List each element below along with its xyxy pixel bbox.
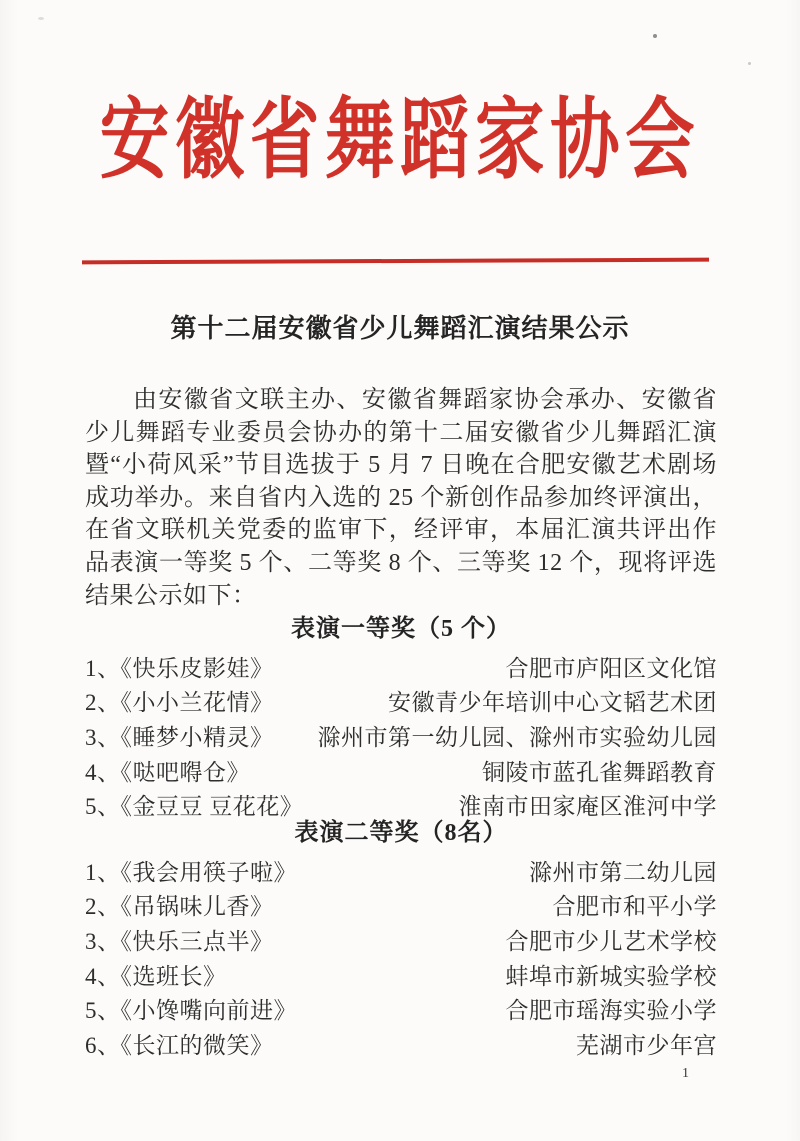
page-number: 1 [682, 1066, 689, 1081]
award-row [85, 991, 717, 1026]
entry-number: 1、 [85, 859, 121, 885]
award-entry-org: 淮南市田家庵区淮河中学 [458, 794, 717, 820]
award-row [85, 1026, 717, 1061]
entry-work-title: 《长江的微笑》 [120, 1032, 274, 1058]
award-entry-org: 安徽青少年培训中心文韬艺术团 [388, 690, 717, 716]
first-prize-heading: 表演一等奖（5 个） [291, 616, 511, 642]
award-row [85, 922, 717, 957]
entry-number: 6、 [85, 1032, 121, 1058]
letterhead-divider-rule [82, 258, 709, 265]
intro-paragraph: 由安徽省文联主办、安徽省舞蹈家协会承办、安徽省少儿舞蹈专业委员会协办的第十二届安徽省少儿舞蹈汇演暨“小荷风采”节目选拔于 5 月 7 日晚在合肥安徽艺术剧场成功举办。来自省内入选的 25 个新创作品参加终评演出，在省文联机关党委的监审下，经评审，本届汇演共评出作品表演一等奖 5 个、二等奖 8 个、三等奖 12 个，现将评选结果公示如下： [85, 387, 717, 609]
entry-work-title: 《小馋嘴向前进》 [120, 998, 297, 1024]
entry-work-title: 《选班长》 [120, 963, 227, 989]
award-entry-title [85, 1027, 274, 1060]
scan-speck [666, 906, 669, 909]
award-entry-title [85, 958, 227, 991]
award-entry-org: 芜湖市少年宫 [576, 1032, 717, 1058]
award-entry-title [85, 719, 274, 752]
entry-work-title: 《吊锅味儿香》 [120, 894, 274, 920]
entry-work-title: 《睡梦小精灵》 [120, 724, 274, 750]
document-title: 第十二届安徽省少儿舞蹈汇演结果公示 [170, 313, 630, 343]
award-entry-org: 合肥市庐阳区文化馆 [505, 655, 717, 681]
award-row [85, 853, 717, 888]
award-entry-org: 合肥市少儿艺术学校 [505, 928, 717, 954]
scan-speck [653, 34, 657, 38]
award-entry-title [85, 888, 274, 921]
award-entry-title [85, 923, 274, 956]
entry-number: 2、 [85, 894, 121, 920]
second-prize-heading: 表演二等奖（8名） [294, 820, 508, 846]
award-row [85, 649, 717, 684]
award-entry-title [85, 788, 303, 821]
entry-work-title: 《快乐三点半》 [120, 928, 274, 954]
entry-number: 4、 [85, 759, 121, 785]
entry-work-title: 《哒吧嘚仓》 [120, 759, 250, 785]
second-prize-list [85, 850, 717, 1061]
award-row [85, 684, 717, 719]
award-entry-org: 合肥市和平小学 [552, 894, 717, 920]
award-section-second-prize [85, 818, 717, 1061]
award-entry-org: 铜陵市蓝孔雀舞蹈教育 [482, 759, 717, 785]
letterhead-org-name: 安徽省舞蹈家协会 [99, 93, 701, 190]
entry-number: 3、 [85, 928, 121, 954]
entry-number: 5、 [85, 794, 121, 820]
entry-work-title: 《金豆豆 豆花花》 [120, 794, 304, 820]
award-row [85, 753, 717, 788]
entry-work-title: 《快乐皮影娃》 [120, 655, 274, 681]
award-entry-title [85, 754, 250, 787]
entry-work-title: 《小小兰花情》 [120, 690, 274, 716]
first-prize-list [85, 646, 717, 822]
scan-speck [748, 62, 751, 65]
award-entry-org: 蚌埠市新城实验学校 [505, 963, 717, 989]
scan-speck [38, 17, 44, 20]
entry-number: 5、 [85, 998, 121, 1024]
entry-number: 3、 [85, 724, 121, 750]
award-entry-org: 合肥市瑶海实验小学 [505, 998, 717, 1024]
award-entry-title [85, 650, 274, 683]
award-entry-org: 滁州市第二幼儿园 [529, 859, 717, 885]
award-row [85, 957, 717, 992]
award-row [85, 718, 717, 753]
award-entry-org: 滁州市第一幼儿园、滁州市实验幼儿园 [317, 724, 717, 750]
award-row [85, 888, 717, 923]
entry-work-title: 《我会用筷子啦》 [120, 859, 297, 885]
award-entry-title [85, 684, 274, 717]
award-row [85, 787, 717, 822]
entry-number: 1、 [85, 655, 121, 681]
entry-number: 2、 [85, 690, 121, 716]
award-entry-title [85, 992, 297, 1025]
entry-number: 4、 [85, 963, 121, 989]
award-entry-title [85, 854, 297, 887]
award-section-first-prize [85, 614, 717, 822]
